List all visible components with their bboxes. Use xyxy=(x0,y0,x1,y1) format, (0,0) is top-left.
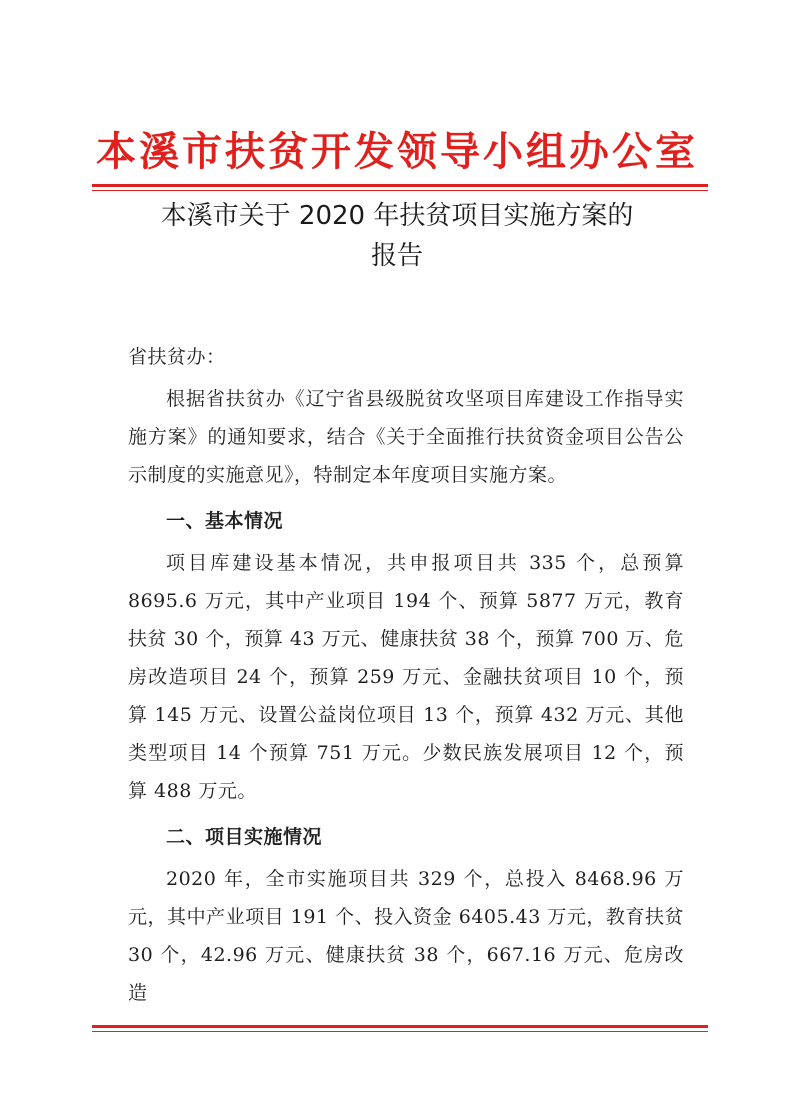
letterhead-red-rule-thick xyxy=(92,184,708,187)
footer-red-rule-thin xyxy=(92,1031,708,1032)
document-title-line2: 报告 xyxy=(370,241,423,271)
intro-paragraph: 根据省扶贫办《辽宁省县级脱贫攻坚项目库建设工作指导实施方案》的通知要求，结合《关于全面推行扶贫资金项目公告公示制度的实施意见》，特制定本年度项目实施方案。 xyxy=(128,388,684,486)
document-title-line1: 本溪市关于 2020 年扶贫项目实施方案的 xyxy=(160,201,634,231)
letterhead-red-rule-thin xyxy=(92,190,708,191)
letterhead-org-name: 本溪市扶贫开发领导小组办公室 xyxy=(96,128,698,175)
document-title xyxy=(100,196,694,276)
salutation: 省扶贫办： xyxy=(128,346,226,368)
section-paragraph-implementation: 2020 年，全市实施项目共 329 个，总投入 8468.96 万元，其中产业项目 191 个、投入资金 6405.43 万元，教育扶贫 30 个，42.96 万元、健康扶贫 38 个，667.16 万元、危房改造 xyxy=(128,868,684,1004)
section-heading-basic-info: 一、基本情况 xyxy=(166,510,284,532)
section-heading-implementation: 二、项目实施情况 xyxy=(166,826,323,848)
section-paragraph-basic-info: 项目库建设基本情况，共申报项目共 335 个，总预算 8695.6 万元，其中产业项目 194 个、预算 5877 万元，教育扶贫 30 个，预算 43 万元、健康扶贫 38 个，预算 700 万、危房改造项目 24 个，预算 259 万元、金融扶贫项目 10 个，预算 145 万元、设置公益岗位项目 13 个，预算 432 万元、其他类型项目 14 个预算 751 万元。少数民族发展项目 12 个，预算 488 万元。 xyxy=(128,552,684,802)
footer-red-rule-thick xyxy=(92,1025,708,1028)
document-body xyxy=(128,338,684,1012)
